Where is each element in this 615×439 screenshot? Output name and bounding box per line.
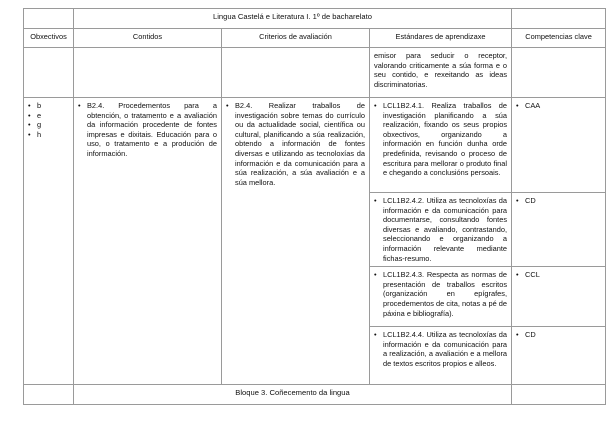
table-title: Lingua Castelá e Literatura I. 1º de bacharelato	[74, 9, 512, 29]
header-row	[24, 29, 606, 48]
continued-standard-text: emisor para seducir o receptor, valorando criticamente a súa forma e o seu contido, e rexeitando as ideas discriminatorias.	[370, 48, 512, 98]
objectives-cell	[24, 98, 74, 385]
standard-item: • LCL1B2.4.3. Respecta as normas de presentación de traballos escritos (organización en epígrafes, procedementos de cita, notas a pé de páxina e bibliografía).	[374, 270, 507, 318]
competence-cell	[512, 98, 606, 193]
title-row	[24, 9, 606, 29]
title-empty-cell-right	[512, 9, 606, 29]
competence-cell	[512, 193, 606, 267]
curriculum-table	[23, 8, 606, 405]
header-criteria: Criterios de avaliación	[222, 29, 370, 48]
continued-criteria-cell	[222, 48, 370, 98]
footer-row	[24, 385, 606, 405]
standard-cell	[370, 98, 512, 193]
competence-item: • CD	[516, 196, 601, 206]
standard-cell	[370, 193, 512, 267]
competence-cell	[512, 267, 606, 327]
header-standards: Estándares de aprendizaxe	[370, 29, 512, 48]
continued-row	[24, 48, 606, 98]
title-empty-cell	[24, 9, 74, 29]
header-competences: Competencias clave	[512, 29, 606, 48]
objective-item: • b	[28, 101, 69, 111]
competence-item: • CAA	[516, 101, 601, 111]
objective-item: • g	[28, 120, 69, 130]
continued-objectives-cell	[24, 48, 74, 98]
standard-item: • LCL1B2.4.2. Utiliza as tecnoloxías da información e da comunicación para documentarse, consultando fontes diversas e avaliando, contrastando, seleccionando e organizando a información relevante mediante fichas-resumo.	[374, 196, 507, 263]
continued-competence-cell	[512, 48, 606, 98]
standard-item: • LCL1B2.4.4. Utiliza as tecnoloxías da información e da comunicación para a realización, a avaliación e a mellora de textos escritos propios e alleos.	[374, 330, 507, 368]
footer-empty-cell	[24, 385, 74, 405]
block-heading: Bloque 3. Coñecemento da lingua	[74, 385, 512, 405]
competence-item: • CCL	[516, 270, 601, 280]
standard-cell	[370, 327, 512, 385]
competence-item: • CD	[516, 330, 601, 340]
objective-item: • e	[28, 111, 69, 121]
content-item: • B2.4. Procedementos para a obtención, o tratamento e a avaliación da información procedente de fontes impresas e dixitais. Educación para o uso, o tratamento e a produción de información.	[78, 101, 217, 159]
criterion-cell	[222, 98, 370, 385]
continued-contents-cell	[74, 48, 222, 98]
footer-empty-cell-right	[512, 385, 606, 405]
criterion-item: • B2.4. Realizar traballos de investigación sobre temas do currículo ou da actualidade social, científica ou cultural, planificando a súa realización, obtendo a información de fontes diversas e utilizando as tecnoloxías da información e da comunicación para a súa realización, a súa avaliación e a súa mellora.	[226, 101, 365, 187]
header-contents: Contidos	[74, 29, 222, 48]
content-cell	[74, 98, 222, 385]
standard-cell	[370, 267, 512, 327]
standard-item: • LCL1B2.4.1. Realiza traballos de investigación planificando a súa realización, fixando os seus propios obxectivos, organizando a información en función dunha orde predefinida, revisando o proceso de escritura para mellorar o produto final e chegando a conclusións persoais.	[374, 101, 507, 178]
competence-cell	[512, 327, 606, 385]
header-objectives: Obxectivos	[24, 29, 74, 48]
table-row	[24, 98, 606, 193]
objective-item: • h	[28, 130, 69, 140]
